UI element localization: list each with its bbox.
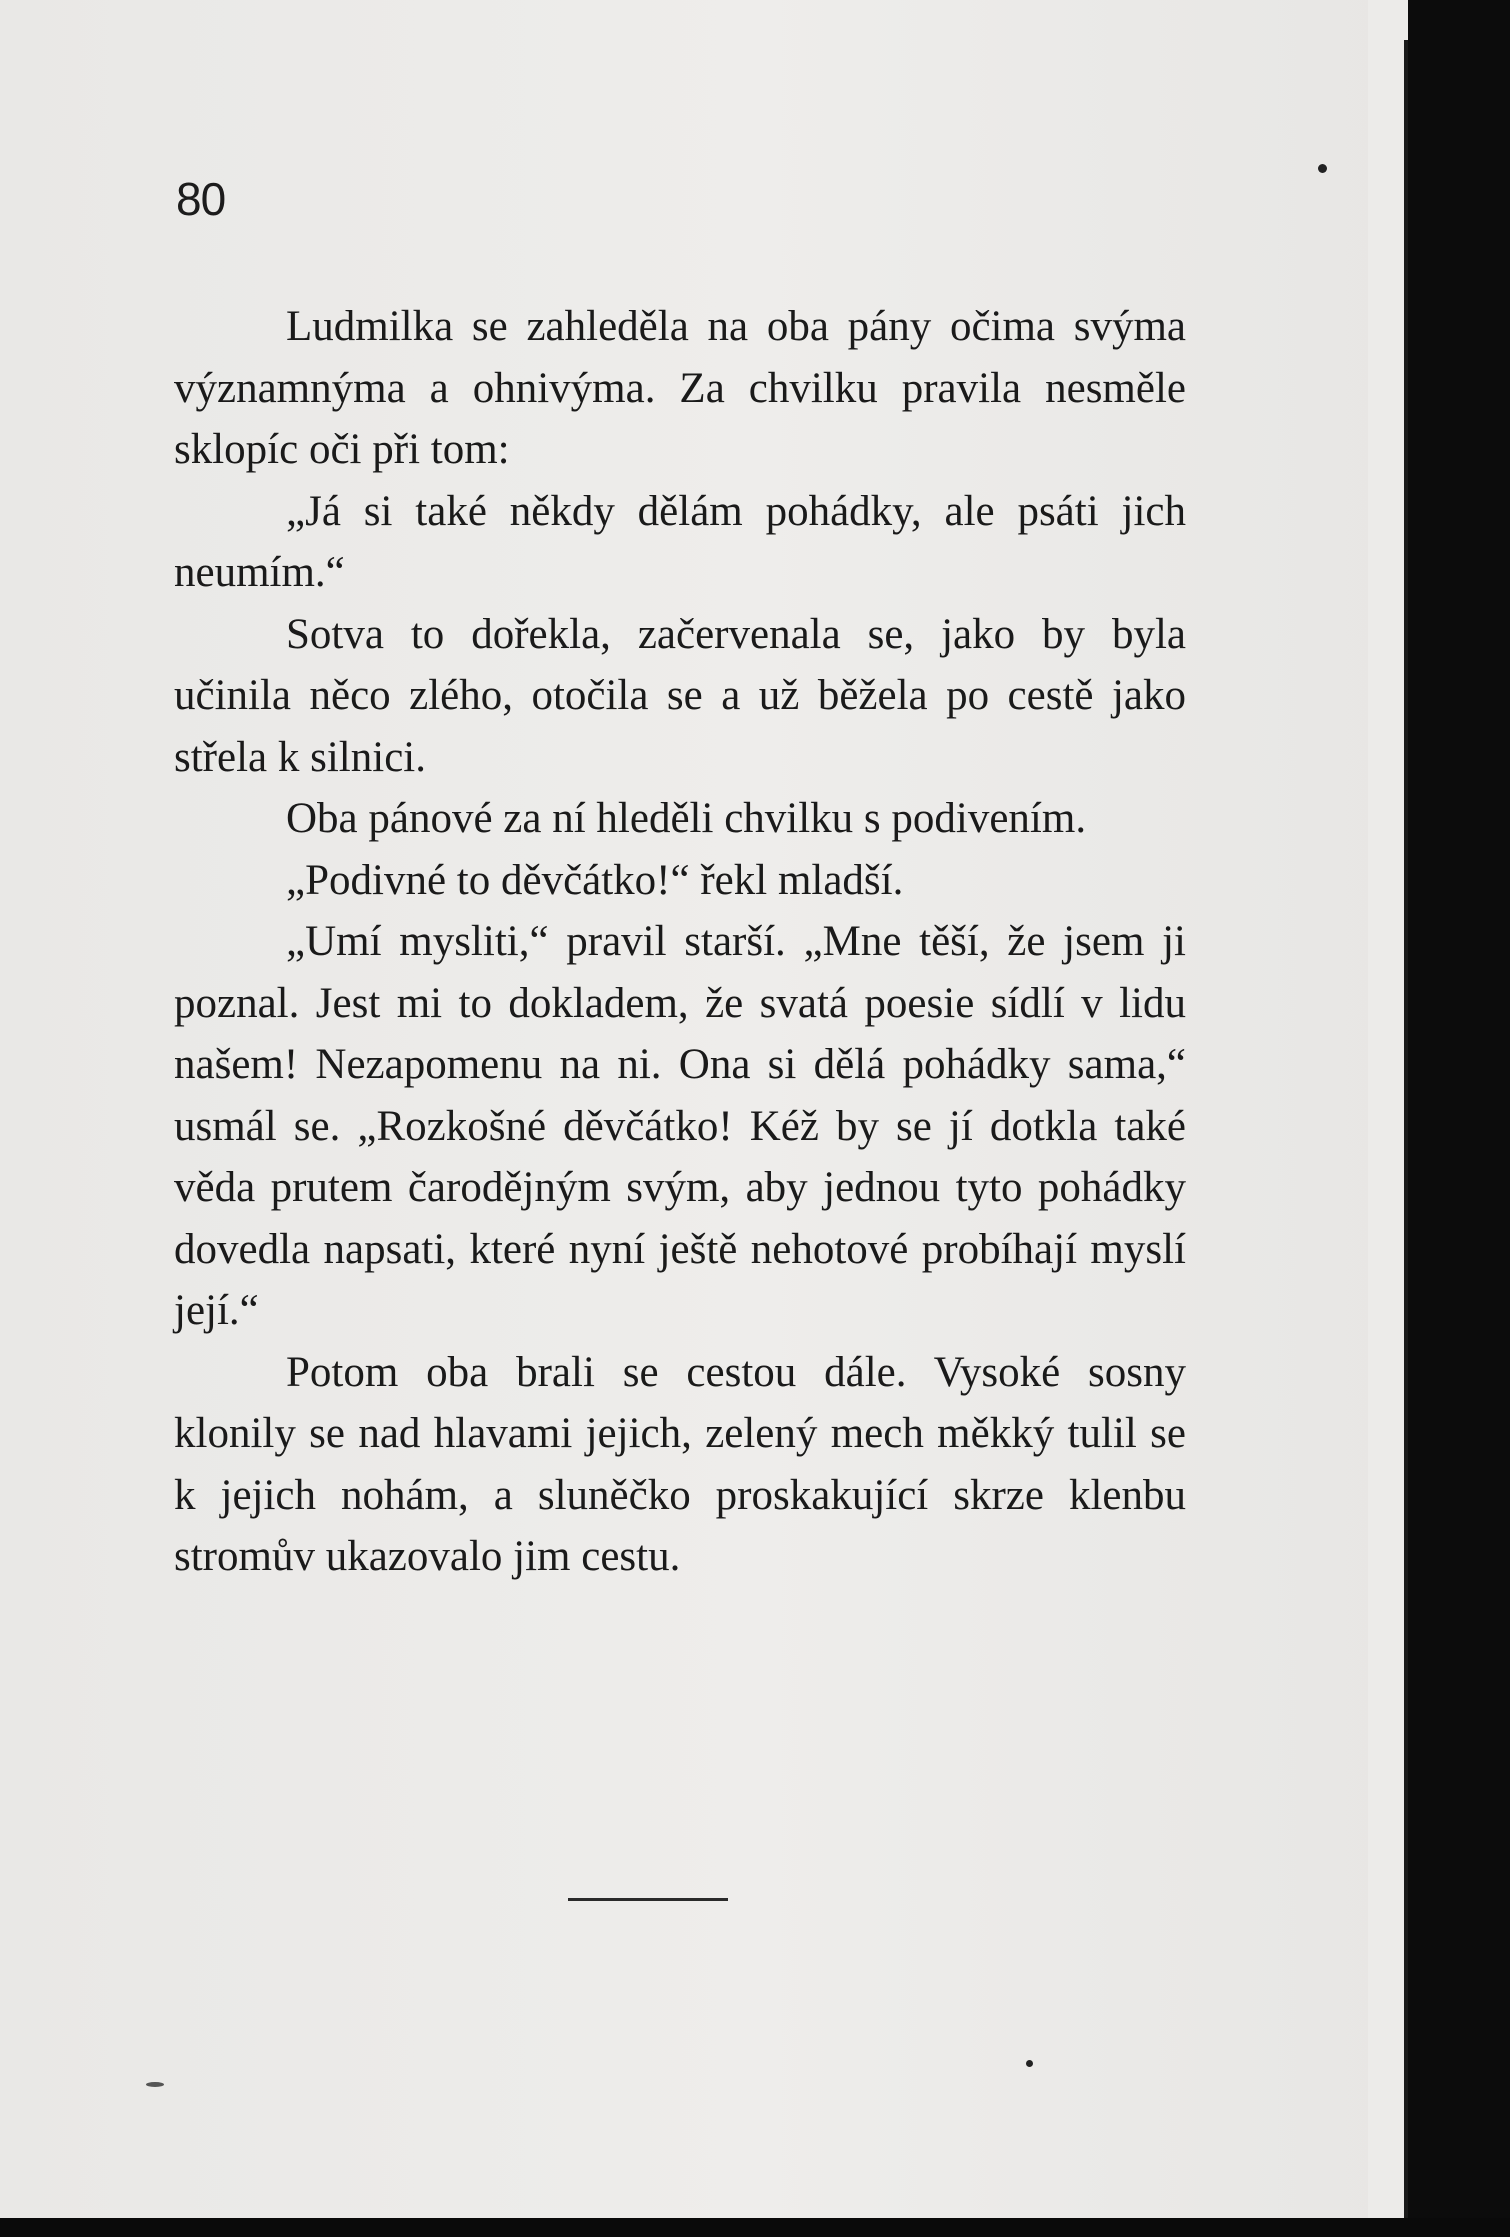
scan-border-right xyxy=(1408,0,1510,2237)
ink-speck xyxy=(1026,2060,1033,2067)
ink-speck xyxy=(146,2082,164,2087)
paragraph-4: Oba pánové za ní hleděli chvilku s podivením. xyxy=(286,795,1087,842)
ink-speck xyxy=(1318,164,1327,173)
end-rule xyxy=(568,1898,728,1901)
paragraph-2: „Já si také někdy dělám pohádky, ale psáti jich neumím.“ xyxy=(174,487,1186,596)
scan-border-bottom xyxy=(0,2218,1510,2237)
paragraph-1: Ludmilka se zahleděla na oba pány očima svýma významnýma a ohnivýma. Za chvilku pravila nesměle sklopíc oči při tom: xyxy=(174,303,1186,473)
paragraph-7: Potom oba brali se cestou dále. Vysoké sosny klonily se nad hlavami jejich, zelený mech měkký tulil se k jejich nohám, a sluněčko proskakující skrze klenbu stromův ukazovalo jim cestu. xyxy=(174,1348,1186,1580)
paragraph-5: „Podivné to děvčátko!“ řekl mladší. xyxy=(286,856,904,904)
paragraph-6: „Umí mysliti,“ pravil starší. „Mne těší, že jsem ji poznal. Jest mi to dokladem, že svatá poesie sídlí v lidu našem! Nezapomenu na ni. Ona si dělá pohádky sama,“ usmál se. „Rozkošné děvčátko! Kéž by se jí dotkla také věda prutem čarodějným svým, aby jednou tyto pohádky dovedla napsati, které nyní ještě nehotové probíhají myslí její.“ xyxy=(174,918,1186,1334)
page-number: 80 xyxy=(176,173,226,225)
paragraph-3: Sotva to dořekla, začervenala se, jako by byla učinila něco zlého, otočila se a už běžela po cestě jako střela k silnici. xyxy=(174,610,1186,781)
body-text xyxy=(174,296,1186,1588)
